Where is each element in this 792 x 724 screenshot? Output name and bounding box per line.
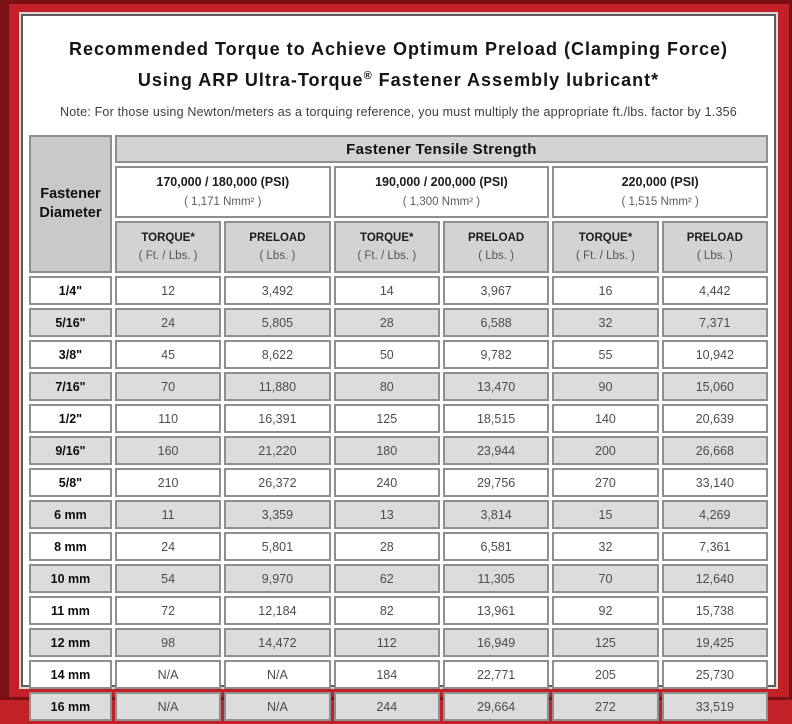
value-cell: 184 xyxy=(334,660,440,689)
value-cell: 19,425 xyxy=(662,628,768,657)
value-cell: 23,944 xyxy=(443,436,549,465)
value-cell: 11 xyxy=(115,500,221,529)
torque-column-header: TORQUE* ( Ft. / Lbs. ) xyxy=(334,221,440,273)
value-cell: 12,640 xyxy=(662,564,768,593)
value-cell: N/A xyxy=(224,660,330,689)
value-cell: 28 xyxy=(334,308,440,337)
table-row xyxy=(29,564,768,593)
psi-header-row xyxy=(29,166,768,218)
diameter-cell: 10 mm xyxy=(29,564,112,593)
diameter-cell: 5/16" xyxy=(29,308,112,337)
value-cell: 72 xyxy=(115,596,221,625)
value-cell: 4,269 xyxy=(662,500,768,529)
value-cell: 15,060 xyxy=(662,372,768,401)
value-cell: 11,305 xyxy=(443,564,549,593)
value-cell: 90 xyxy=(552,372,658,401)
table-row xyxy=(29,404,768,433)
title-block xyxy=(26,36,771,119)
value-cell: 3,967 xyxy=(443,276,549,305)
diameter-cell: 8 mm xyxy=(29,532,112,561)
value-cell: 13,961 xyxy=(443,596,549,625)
value-cell: 29,664 xyxy=(443,692,549,721)
value-cell: 110 xyxy=(115,404,221,433)
value-cell: 125 xyxy=(334,404,440,433)
value-cell: 18,515 xyxy=(443,404,549,433)
table-row xyxy=(29,532,768,561)
value-cell: 240 xyxy=(334,468,440,497)
value-cell: 112 xyxy=(334,628,440,657)
diameter-cell: 9/16" xyxy=(29,436,112,465)
column-header-row xyxy=(29,221,768,273)
value-cell: 12,184 xyxy=(224,596,330,625)
value-cell: 3,814 xyxy=(443,500,549,529)
value-cell: 7,371 xyxy=(662,308,768,337)
value-cell: 244 xyxy=(334,692,440,721)
table-row xyxy=(29,308,768,337)
value-cell: 4,442 xyxy=(662,276,768,305)
value-cell: 160 xyxy=(115,436,221,465)
value-cell: N/A xyxy=(115,692,221,721)
value-cell: 205 xyxy=(552,660,658,689)
value-cell: 125 xyxy=(552,628,658,657)
value-cell: 32 xyxy=(552,308,658,337)
value-cell: 92 xyxy=(552,596,658,625)
preload-column-header: PRELOAD ( Lbs. ) xyxy=(443,221,549,273)
diameter-cell: 5/8" xyxy=(29,468,112,497)
table-row xyxy=(29,500,768,529)
page-title xyxy=(26,36,771,94)
diameter-cell: 3/8" xyxy=(29,340,112,369)
diameter-cell: 12 mm xyxy=(29,628,112,657)
value-cell: 29,756 xyxy=(443,468,549,497)
value-cell: 24 xyxy=(115,308,221,337)
value-cell: 28 xyxy=(334,532,440,561)
value-cell: 14 xyxy=(334,276,440,305)
value-cell: 12 xyxy=(115,276,221,305)
diameter-cell: 14 mm xyxy=(29,660,112,689)
value-cell: 3,492 xyxy=(224,276,330,305)
value-cell: 14,472 xyxy=(224,628,330,657)
title-line-2: Using ARP Ultra-Torque® Fastener Assembly lubricant* xyxy=(137,70,660,90)
value-cell: 6,581 xyxy=(443,532,549,561)
value-cell: 98 xyxy=(115,628,221,657)
value-cell: 8,622 xyxy=(224,340,330,369)
value-cell: 50 xyxy=(334,340,440,369)
value-cell: 26,372 xyxy=(224,468,330,497)
value-cell: 16 xyxy=(552,276,658,305)
value-cell: N/A xyxy=(224,692,330,721)
value-cell: 33,519 xyxy=(662,692,768,721)
value-cell: 11,880 xyxy=(224,372,330,401)
preload-column-header: PRELOAD ( Lbs. ) xyxy=(224,221,330,273)
diameter-cell: 6 mm xyxy=(29,500,112,529)
value-cell: 62 xyxy=(334,564,440,593)
preload-column-header: PRELOAD ( Lbs. ) xyxy=(662,221,768,273)
value-cell: 5,805 xyxy=(224,308,330,337)
value-cell: 200 xyxy=(552,436,658,465)
value-cell: 16,391 xyxy=(224,404,330,433)
value-cell: 26,668 xyxy=(662,436,768,465)
diameter-cell: 1/2" xyxy=(29,404,112,433)
photo-edge-left xyxy=(0,0,9,700)
value-cell: 22,771 xyxy=(443,660,549,689)
strength-group-190-200: 190,000 / 200,000 (PSI) ( 1,300 Nmm² ) xyxy=(334,166,550,218)
value-cell: 70 xyxy=(115,372,221,401)
table-row xyxy=(29,436,768,465)
value-cell: 21,220 xyxy=(224,436,330,465)
strength-group-170-180: 170,000 / 180,000 (PSI) ( 1,171 Nmm² ) xyxy=(115,166,331,218)
diameter-cell: 1/4" xyxy=(29,276,112,305)
value-cell: 82 xyxy=(334,596,440,625)
value-cell: 80 xyxy=(334,372,440,401)
value-cell: 140 xyxy=(552,404,658,433)
table-row xyxy=(29,596,768,625)
strength-group-220: 220,000 (PSI) ( 1,515 Nmm² ) xyxy=(552,166,768,218)
table-row xyxy=(29,692,768,721)
diameter-cell: 7/16" xyxy=(29,372,112,401)
value-cell: 6,588 xyxy=(443,308,549,337)
value-cell: 272 xyxy=(552,692,658,721)
value-cell: 55 xyxy=(552,340,658,369)
value-cell: 5,801 xyxy=(224,532,330,561)
chart-panel xyxy=(21,14,776,714)
value-cell: 13 xyxy=(334,500,440,529)
value-cell: 24 xyxy=(115,532,221,561)
torque-column-header: TORQUE* ( Ft. / Lbs. ) xyxy=(552,221,658,273)
value-cell: 9,782 xyxy=(443,340,549,369)
diameter-cell: 16 mm xyxy=(29,692,112,721)
torque-spec-table xyxy=(26,132,771,724)
value-cell: 32 xyxy=(552,532,658,561)
table-row xyxy=(29,340,768,369)
value-cell: 45 xyxy=(115,340,221,369)
value-cell: 13,470 xyxy=(443,372,549,401)
tensile-strength-header: Fastener Tensile Strength xyxy=(115,135,768,163)
photo-edge-top xyxy=(0,0,792,4)
title-line-1: Recommended Torque to Achieve Optimum Preload (Clamping Force) xyxy=(68,39,729,59)
table-row xyxy=(29,660,768,689)
value-cell: N/A xyxy=(115,660,221,689)
value-cell: 270 xyxy=(552,468,658,497)
value-cell: 54 xyxy=(115,564,221,593)
value-cell: 7,361 xyxy=(662,532,768,561)
value-cell: 33,140 xyxy=(662,468,768,497)
value-cell: 10,942 xyxy=(662,340,768,369)
table-body xyxy=(29,276,768,721)
value-cell: 20,639 xyxy=(662,404,768,433)
diameter-column-header: Fastener Diameter xyxy=(29,135,112,273)
conversion-note: Note: For those using Newton/meters as a torquing reference, you must multiply the appropriate ft./lbs. factor by 1.356 xyxy=(60,105,737,119)
value-cell: 16,949 xyxy=(443,628,549,657)
value-cell: 15 xyxy=(552,500,658,529)
value-cell: 15,738 xyxy=(662,596,768,625)
value-cell: 180 xyxy=(334,436,440,465)
table-row xyxy=(29,276,768,305)
value-cell: 3,359 xyxy=(224,500,330,529)
value-cell: 70 xyxy=(552,564,658,593)
value-cell: 9,970 xyxy=(224,564,330,593)
table-row xyxy=(29,468,768,497)
table-row xyxy=(29,628,768,657)
diameter-cell: 11 mm xyxy=(29,596,112,625)
registered-trademark-symbol: ® xyxy=(363,70,373,82)
torque-column-header: TORQUE* ( Ft. / Lbs. ) xyxy=(115,221,221,273)
value-cell: 25,730 xyxy=(662,660,768,689)
table-row xyxy=(29,372,768,401)
value-cell: 210 xyxy=(115,468,221,497)
